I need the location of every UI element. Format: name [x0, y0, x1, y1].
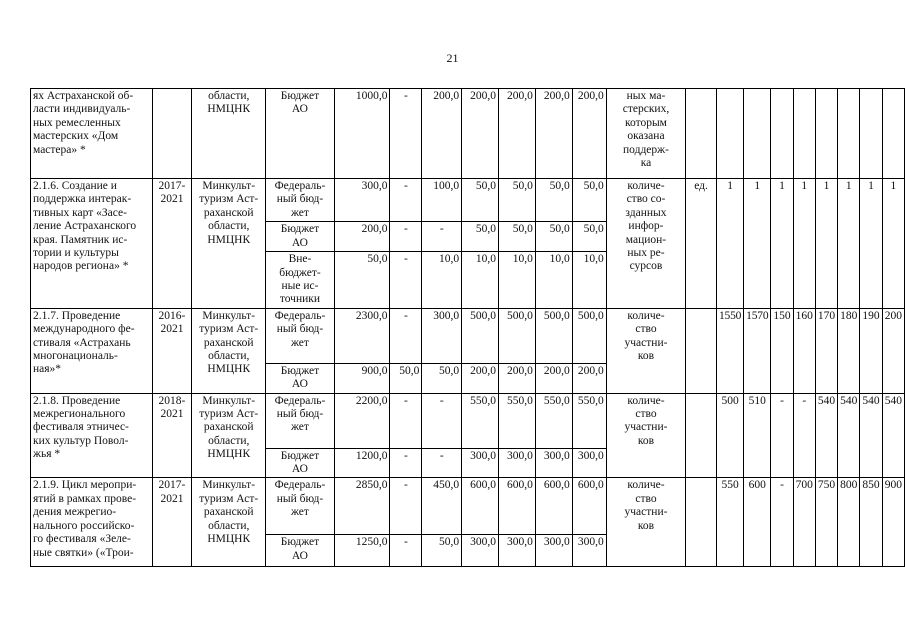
indicator-cell: количе- ство участни- ков [606, 478, 685, 567]
funding-source: Бюджет АО [266, 363, 335, 393]
funding-value: 450,0 [422, 478, 462, 535]
funding-value: 500,0 [499, 308, 536, 363]
measure-name: 2.1.9. Цикл меропри- ятий в рамках прове- дения межрегио- нального российско- го фестиваля «Зеле- ные святки» («Трои- [31, 478, 153, 567]
funding-value: - [390, 308, 422, 363]
funding-value: 600,0 [499, 478, 536, 535]
funding-value: 300,0 [422, 308, 462, 363]
table-row [31, 89, 905, 179]
target-value: 540 [860, 393, 882, 478]
target-value: 1 [716, 179, 743, 309]
funding-value: 200,0 [334, 222, 390, 252]
target-value [882, 89, 904, 179]
funding-value: 1000,0 [334, 89, 390, 179]
target-value: 850 [860, 478, 882, 567]
funding-value: 300,0 [462, 535, 499, 567]
period-cell: 2017- 2021 [152, 478, 192, 567]
funding-value: 300,0 [572, 448, 606, 478]
funding-value: 50,0 [422, 363, 462, 393]
funding-value: 200,0 [535, 363, 572, 393]
funding-value: - [390, 535, 422, 567]
funding-value: 500,0 [462, 308, 499, 363]
funding-value: 50,0 [462, 179, 499, 222]
target-value: 1 [882, 179, 904, 309]
funding-value: 50,0 [572, 222, 606, 252]
funding-source: Бюджет АО [266, 222, 335, 252]
funding-source: Федераль- ный бюд- жет [266, 179, 335, 222]
table-row [31, 308, 905, 363]
page-number: 21 [446, 51, 459, 65]
table-row [31, 478, 905, 535]
target-value: 550 [716, 478, 743, 567]
funding-value: 10,0 [422, 252, 462, 309]
funding-value: 200,0 [422, 89, 462, 179]
funding-value: 300,0 [334, 179, 390, 222]
funding-source: Федераль- ный бюд- жет [266, 393, 335, 448]
funding-value: - [390, 448, 422, 478]
unit-cell: ед. [686, 179, 717, 309]
unit-cell [686, 393, 717, 478]
executor-cell: области, НМЦНК [192, 89, 266, 179]
funding-value: - [390, 179, 422, 222]
target-value: 500 [716, 393, 743, 478]
funding-value: 1250,0 [334, 535, 390, 567]
funding-value: 50,0 [572, 179, 606, 222]
table-row [31, 179, 905, 222]
funding-value: 50,0 [535, 179, 572, 222]
funding-value: - [390, 252, 422, 309]
funding-value: 300,0 [499, 535, 536, 567]
funding-value: 10,0 [535, 252, 572, 309]
target-value [793, 89, 815, 179]
target-value [860, 89, 882, 179]
target-value: 150 [771, 308, 793, 393]
funding-value: 300,0 [535, 448, 572, 478]
target-value: 1 [838, 179, 860, 309]
funding-value: 550,0 [499, 393, 536, 448]
period-cell [152, 89, 192, 179]
target-value: 800 [838, 478, 860, 567]
funding-source: Федераль- ный бюд- жет [266, 308, 335, 363]
target-value: 1 [815, 179, 837, 309]
unit-cell [686, 478, 717, 567]
funding-source: Бюджет АО [266, 89, 335, 179]
funding-value: 600,0 [572, 478, 606, 535]
funding-value: 2300,0 [334, 308, 390, 363]
funding-value: 200,0 [535, 89, 572, 179]
unit-cell [686, 308, 717, 393]
measure-name: 2.1.7. Проведение международного фе- стиваля «Астрахань многонациональ- ная»* [31, 308, 153, 393]
funding-value: 10,0 [572, 252, 606, 309]
funding-value: 600,0 [462, 478, 499, 535]
funding-value: - [422, 222, 462, 252]
target-value: - [793, 393, 815, 478]
funding-value: 550,0 [462, 393, 499, 448]
target-value: 1 [744, 179, 771, 309]
funding-value: 200,0 [462, 89, 499, 179]
indicator-cell: количе- ство со- зданных инфор- мацион- ных ре- сурсов [606, 179, 685, 309]
funding-value: 200,0 [462, 363, 499, 393]
target-value: 180 [838, 308, 860, 393]
table-row [31, 393, 905, 448]
funding-value: 300,0 [499, 448, 536, 478]
target-value: 900 [882, 478, 904, 567]
executor-cell: Минкульт- туризм Аст- раханской области, НМЦНК [192, 179, 266, 309]
target-value [815, 89, 837, 179]
funding-value: 2850,0 [334, 478, 390, 535]
funding-value: 50,0 [334, 252, 390, 309]
funding-value: 550,0 [572, 393, 606, 448]
target-value: 540 [882, 393, 904, 478]
funding-value: - [422, 448, 462, 478]
funding-value: 550,0 [535, 393, 572, 448]
target-value: 1 [771, 179, 793, 309]
unit-cell [686, 89, 717, 179]
funding-value: 10,0 [462, 252, 499, 309]
funding-source: Федераль- ный бюд- жет [266, 478, 335, 535]
funding-value: - [390, 89, 422, 179]
funding-value: 1200,0 [334, 448, 390, 478]
target-value [716, 89, 743, 179]
funding-value: 900,0 [334, 363, 390, 393]
funding-value: 50,0 [535, 222, 572, 252]
target-value: 1 [860, 179, 882, 309]
measure-name: 2.1.8. Проведение межрегионального фестиваля этничес- ких культур Повол- жья * [31, 393, 153, 478]
funding-value: 300,0 [572, 535, 606, 567]
target-value: 1570 [744, 308, 771, 393]
funding-source: Бюджет АО [266, 448, 335, 478]
funding-value: - [390, 478, 422, 535]
funding-value: 2200,0 [334, 393, 390, 448]
target-value: 170 [815, 308, 837, 393]
funding-value: 500,0 [572, 308, 606, 363]
funding-value: 10,0 [499, 252, 536, 309]
indicator-cell: ных ма- стерских, которым оказана поддерж- ка [606, 89, 685, 179]
funding-value: - [390, 393, 422, 448]
funding-value: 200,0 [572, 89, 606, 179]
target-value: 540 [815, 393, 837, 478]
funding-value: - [390, 222, 422, 252]
executor-cell: Минкульт- туризм Аст- раханской области, НМЦНК [192, 393, 266, 478]
target-value [771, 89, 793, 179]
indicator-cell: количе- ство участни- ков [606, 308, 685, 393]
funding-value: 50,0 [422, 535, 462, 567]
target-value: 160 [793, 308, 815, 393]
measure-name: ях Астраханской об- ласти индивидуаль- ных ремесленных мастерских «Дом мастера» * [31, 89, 153, 179]
target-value: - [771, 393, 793, 478]
program-table [30, 88, 905, 567]
period-cell: 2016- 2021 [152, 308, 192, 393]
funding-value: 200,0 [499, 363, 536, 393]
target-value [838, 89, 860, 179]
target-value: 200 [882, 308, 904, 393]
funding-value: 300,0 [462, 448, 499, 478]
funding-value: 50,0 [499, 222, 536, 252]
period-cell: 2017- 2021 [152, 179, 192, 309]
funding-source: Вне- бюджет- ные ис- точники [266, 252, 335, 309]
funding-source: Бюджет АО [266, 535, 335, 567]
period-cell: 2018- 2021 [152, 393, 192, 478]
target-value: 1 [793, 179, 815, 309]
target-value: 1550 [716, 308, 743, 393]
indicator-cell: количе- ство участни- ков [606, 393, 685, 478]
funding-value: 200,0 [499, 89, 536, 179]
funding-value: 50,0 [499, 179, 536, 222]
target-value: 700 [793, 478, 815, 567]
target-value: 750 [815, 478, 837, 567]
funding-value: 200,0 [572, 363, 606, 393]
target-value: 600 [744, 478, 771, 567]
target-value: 540 [838, 393, 860, 478]
funding-value: 100,0 [422, 179, 462, 222]
target-value: 510 [744, 393, 771, 478]
funding-value: 50,0 [390, 363, 422, 393]
funding-value: 600,0 [535, 478, 572, 535]
funding-value: 500,0 [535, 308, 572, 363]
executor-cell: Минкульт- туризм Аст- раханской области, НМЦНК [192, 308, 266, 393]
funding-value: 50,0 [462, 222, 499, 252]
target-value: 190 [860, 308, 882, 393]
target-value: - [771, 478, 793, 567]
funding-value: - [422, 393, 462, 448]
executor-cell: Минкульт- туризм Аст- раханской области, НМЦНК [192, 478, 266, 567]
funding-value: 300,0 [535, 535, 572, 567]
target-value [744, 89, 771, 179]
measure-name: 2.1.6. Создание и поддержка интерак- тивных карт «Засе- ление Астраханского края. Памятник ис- тории и культуры народов региона» * [31, 179, 153, 309]
